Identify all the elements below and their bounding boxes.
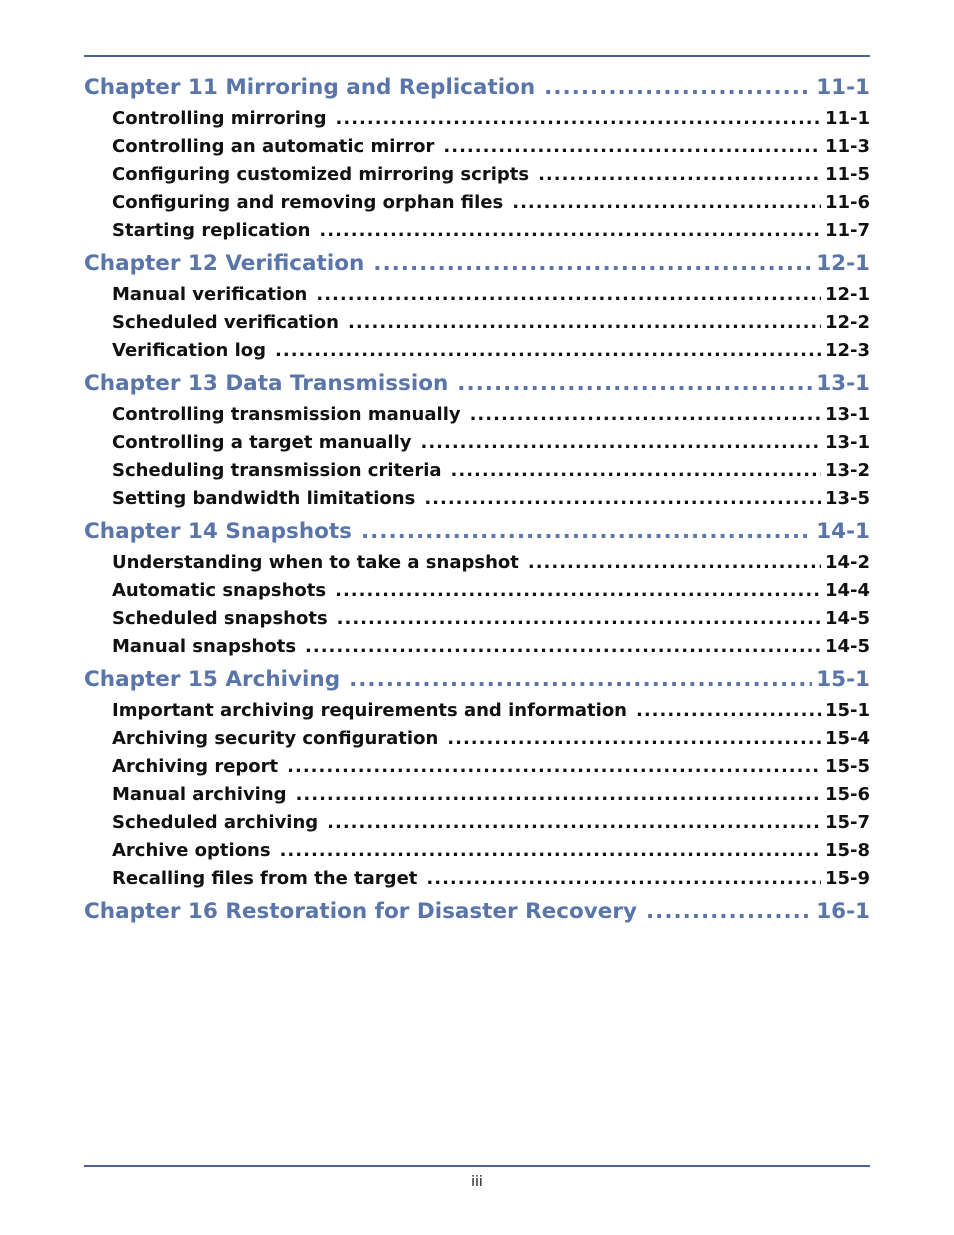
- section-entry-link[interactable]: [84, 868, 870, 896]
- dot-leader: [451, 460, 821, 481]
- section-title: Verification log: [112, 340, 267, 361]
- chapter-title: Chapter 14 Snapshots: [84, 519, 352, 544]
- section-page-number: 11-1: [824, 108, 870, 129]
- dot-leader: [327, 812, 821, 833]
- table-of-contents: [84, 75, 870, 932]
- dot-leader: [457, 371, 812, 396]
- chapter-entry-link[interactable]: [84, 251, 870, 282]
- section-title: Manual verification: [112, 284, 308, 305]
- section-list: [84, 404, 870, 516]
- dot-leader: [296, 784, 821, 805]
- section-entry-link[interactable]: [84, 164, 870, 192]
- section-title: Configuring and removing orphan files: [112, 192, 504, 213]
- chapter-title: Chapter 11 Mirroring and Replication: [84, 75, 536, 100]
- section-entry-link[interactable]: [84, 220, 870, 248]
- chapter-title: Chapter 16 Restoration for Disaster Recovery: [84, 899, 637, 924]
- section-title: Setting bandwidth limitations: [112, 488, 416, 509]
- section-entry-link[interactable]: [84, 552, 870, 580]
- section-page-number: 15-6: [824, 784, 870, 805]
- section-entry-link[interactable]: [84, 728, 870, 756]
- chapter-page-number: 12-1: [816, 251, 870, 276]
- chapter-title: Chapter 12 Verification: [84, 251, 365, 276]
- chapter-title: Chapter 15 Archiving: [84, 667, 341, 692]
- section-entry-link[interactable]: [84, 812, 870, 840]
- toc-chapter: [84, 371, 870, 516]
- section-entry-link[interactable]: [84, 636, 870, 664]
- section-page-number: 11-5: [824, 164, 870, 185]
- dot-leader: [335, 580, 821, 601]
- section-entry-link[interactable]: [84, 192, 870, 220]
- section-entry-link[interactable]: [84, 432, 870, 460]
- section-list: [84, 552, 870, 664]
- footer-rule: [84, 1165, 870, 1167]
- section-entry-link[interactable]: [84, 488, 870, 516]
- section-page-number: 11-6: [824, 192, 870, 213]
- section-list: [84, 108, 870, 248]
- section-title: Scheduled snapshots: [112, 608, 328, 629]
- dot-leader: [544, 75, 812, 100]
- chapter-entry-link[interactable]: [84, 75, 870, 106]
- chapter-page-number: 15-1: [816, 667, 870, 692]
- dot-leader: [349, 667, 812, 692]
- section-title: Configuring customized mirroring scripts: [112, 164, 530, 185]
- section-title: Controlling mirroring: [112, 108, 327, 129]
- section-title: Automatic snapshots: [112, 580, 327, 601]
- section-list: [84, 700, 870, 896]
- page-number: iii: [471, 1174, 483, 1190]
- section-entry-link[interactable]: [84, 700, 870, 728]
- section-title: Controlling a target manually: [112, 432, 412, 453]
- section-entry-link[interactable]: [84, 608, 870, 636]
- toc-chapter: [84, 899, 870, 930]
- section-entry-link[interactable]: [84, 136, 870, 164]
- dot-leader: [424, 488, 821, 509]
- dot-leader: [319, 220, 821, 241]
- header-rule: [84, 55, 870, 57]
- section-page-number: 15-7: [824, 812, 870, 833]
- section-title: Scheduling transmission criteria: [112, 460, 442, 481]
- section-entry-link[interactable]: [84, 460, 870, 488]
- section-page-number: 13-1: [824, 432, 870, 453]
- dot-leader: [447, 728, 821, 749]
- section-title: Archiving report: [112, 756, 279, 777]
- section-title: Archiving security configuration: [112, 728, 439, 749]
- section-page-number: 14-2: [824, 552, 870, 573]
- dot-leader: [305, 636, 821, 657]
- section-entry-link[interactable]: [84, 340, 870, 368]
- section-page-number: 11-3: [824, 136, 870, 157]
- section-entry-link[interactable]: [84, 784, 870, 812]
- section-page-number: 14-5: [824, 608, 870, 629]
- section-page-number: 13-5: [824, 488, 870, 509]
- section-title: Archive options: [112, 840, 271, 861]
- dot-leader: [538, 164, 821, 185]
- dot-leader: [336, 108, 821, 129]
- section-entry-link[interactable]: [84, 580, 870, 608]
- section-title: Controlling transmission manually: [112, 404, 461, 425]
- dot-leader: [646, 899, 812, 924]
- dot-leader: [420, 432, 820, 453]
- section-page-number: 12-3: [824, 340, 870, 361]
- section-page-number: 13-2: [824, 460, 870, 481]
- section-page-number: 15-5: [824, 756, 870, 777]
- toc-chapter: [84, 75, 870, 248]
- dot-leader: [512, 192, 821, 213]
- dot-leader: [443, 136, 821, 157]
- toc-chapter: [84, 519, 870, 664]
- section-page-number: 15-8: [824, 840, 870, 861]
- dot-leader: [316, 284, 821, 305]
- section-entry-link[interactable]: [84, 284, 870, 312]
- dot-leader: [470, 404, 821, 425]
- section-title: Scheduled verification: [112, 312, 339, 333]
- section-page-number: 14-4: [824, 580, 870, 601]
- section-entry-link[interactable]: [84, 756, 870, 784]
- section-title: Starting replication: [112, 220, 311, 241]
- chapter-page-number: 16-1: [816, 899, 870, 924]
- section-entry-link[interactable]: [84, 404, 870, 432]
- dot-leader: [287, 756, 821, 777]
- section-title: Manual snapshots: [112, 636, 297, 657]
- section-page-number: 14-5: [824, 636, 870, 657]
- chapter-page-number: 13-1: [816, 371, 870, 396]
- section-page-number: 12-1: [824, 284, 870, 305]
- dot-leader: [361, 519, 812, 544]
- toc-chapter: [84, 251, 870, 368]
- section-page-number: 15-4: [824, 728, 870, 749]
- dot-leader: [636, 700, 821, 721]
- dot-leader: [348, 312, 821, 333]
- dot-leader: [280, 840, 821, 861]
- section-title: Scheduled archiving: [112, 812, 319, 833]
- section-title: Understanding when to take a snapshot: [112, 552, 519, 573]
- section-page-number: 15-1: [824, 700, 870, 721]
- section-entry-link[interactable]: [84, 312, 870, 340]
- section-title: Recalling files from the target: [112, 868, 418, 889]
- chapter-page-number: 11-1: [816, 75, 870, 100]
- section-entry-link[interactable]: [84, 840, 870, 868]
- toc-chapter: [84, 667, 870, 896]
- section-page-number: 11-7: [824, 220, 870, 241]
- section-title: Important archiving requirements and information: [112, 700, 627, 721]
- dot-leader: [528, 552, 821, 573]
- chapter-entry-link[interactable]: [84, 899, 870, 930]
- section-page-number: 12-2: [824, 312, 870, 333]
- section-page-number: 13-1: [824, 404, 870, 425]
- section-list: [84, 284, 870, 368]
- dot-leader: [275, 340, 821, 361]
- section-title: Controlling an automatic mirror: [112, 136, 435, 157]
- chapter-entry-link[interactable]: [84, 667, 870, 698]
- section-page-number: 15-9: [824, 868, 870, 889]
- chapter-page-number: 14-1: [816, 519, 870, 544]
- dot-leader: [337, 608, 821, 629]
- section-entry-link[interactable]: [84, 108, 870, 136]
- dot-leader: [373, 251, 812, 276]
- chapter-entry-link[interactable]: [84, 519, 870, 550]
- dot-leader: [426, 868, 821, 889]
- chapter-entry-link[interactable]: [84, 371, 870, 402]
- section-title: Manual archiving: [112, 784, 287, 805]
- chapter-title: Chapter 13 Data Transmission: [84, 371, 449, 396]
